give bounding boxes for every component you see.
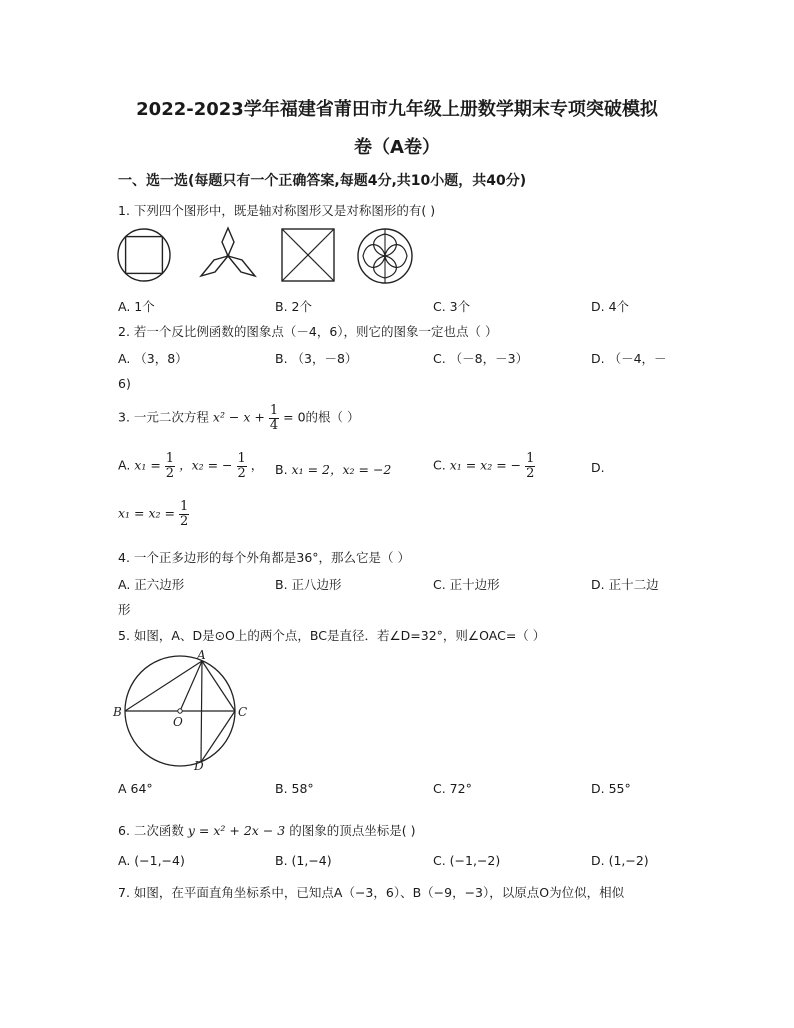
q3-option-a-frac1 — [165, 452, 175, 480]
q6-option-d: D. (1,−2) — [591, 853, 649, 868]
q6-stem — [118, 821, 415, 839]
q4-option-b: B. 正八边形 — [275, 577, 342, 592]
q5-option-c: C. 72° — [433, 781, 472, 796]
q3-option-a-frac2 — [237, 452, 247, 480]
q2-option-c: C. （－8，－3） — [433, 351, 529, 366]
q6-option-a: A. (−1,−4) — [118, 853, 185, 868]
q3-frac-den: 4 — [269, 417, 279, 433]
q5-option-b: B. 58° — [275, 781, 314, 796]
q5-label-b: B — [113, 705, 122, 719]
q3-option-c-label: C. — [433, 457, 446, 473]
q4-stem: 4. 一个正多边形的每个外角都是36°，那么它是（ ） — [118, 550, 411, 565]
q3-option-a-label: A. — [118, 457, 131, 473]
q3-option-d-den: 2 — [179, 513, 189, 529]
q3-option-d-text: x₁ = x₂ = — [118, 505, 175, 521]
q3-option-a-x2: ，x₂ = − — [179, 457, 233, 473]
q5-option-a: A 64° — [118, 781, 153, 796]
q3-option-d-num: 1 — [179, 499, 189, 514]
q5-option-d: D. 55° — [591, 781, 631, 796]
q3-option-c-den: 2 — [526, 465, 535, 481]
q5-figure-circle — [112, 648, 252, 772]
q5-label-a: A — [197, 648, 206, 662]
q3-option-a-den2: 2 — [237, 465, 246, 481]
q6-stem-suffix: 的图象的顶点坐标是( ) — [289, 823, 416, 838]
q6-stem-prefix: 6. 二次函数 — [118, 823, 184, 838]
q3-option-d-frac — [179, 500, 189, 528]
q3-option-c-frac — [525, 452, 535, 480]
paper-title-line2: 卷（A卷） — [354, 137, 440, 158]
q1-stem: 1. 下列四个图形中，既是轴对称图形又是对称图形的有( ) — [118, 203, 436, 218]
q6-stem-equation: y = x² + 2x − 3 — [187, 823, 286, 838]
q2-option-b: B. （3，－8） — [275, 351, 358, 366]
q3-option-b — [275, 460, 391, 478]
section-header: 一、选一选(每题只有一个正确答案,每题4分,共10小题，共40分) — [118, 173, 527, 189]
q3-stem-equation: x² − x + — [212, 409, 265, 425]
q4-option-d: D. 正十二边 — [591, 577, 659, 592]
q2-option-d: D. （－4，－ — [591, 351, 667, 366]
q3-option-a-x1: x₁ = — [134, 457, 161, 473]
q3-frac-num: 1 — [269, 403, 279, 418]
q6-option-c: C. (−1,−2) — [433, 853, 501, 868]
q3-option-c — [433, 452, 535, 480]
q3-stem-fraction — [269, 404, 279, 432]
q3-option-a-num2: 1 — [237, 451, 246, 466]
q5-label-c: C — [238, 705, 248, 719]
q4-option-a: A. 正六边形 — [118, 577, 185, 592]
q2-stem: 2. 若一个反比例函数的图象点（－4，6），则它的图象一定也点（ ） — [118, 324, 498, 339]
q1-figure-square-diagonals — [280, 227, 336, 283]
q1-figure-three-rhombi — [197, 226, 259, 282]
q3-option-d — [118, 500, 189, 528]
q1-option-c: C. 3个 — [433, 299, 471, 314]
q1-figure-circle-square — [116, 226, 172, 284]
q4-option-c: C. 正十边形 — [433, 577, 500, 592]
q3-option-a — [118, 452, 263, 480]
q3-stem-suffix: = 0的根（ ） — [283, 409, 360, 425]
q3-option-d-label: D. — [591, 460, 605, 475]
q2-option-d-wrap: 6) — [118, 376, 131, 391]
q1-option-b: B. 2个 — [275, 299, 312, 314]
q3-option-c-text: x₁ = x₂ = − — [449, 457, 522, 473]
q3-option-a-end: ， — [250, 457, 264, 473]
q3-option-a-num1: 1 — [165, 451, 175, 466]
q1-option-d: D. 4个 — [591, 299, 630, 314]
paper-title-line1: 2022-2023学年福建省莆田市九年级上册数学期末专项突破模拟 — [136, 99, 658, 120]
q3-option-b-text: x₁ = 2，x₂ = −2 — [291, 462, 392, 477]
q3-option-b-label: B. — [275, 462, 288, 477]
q1-option-a: A. 1个 — [118, 299, 155, 314]
q3-stem-prefix: 3. 一元二次方程 — [118, 409, 209, 425]
q5-label-d: D — [194, 759, 204, 772]
q1-figure-four-petals — [355, 226, 415, 286]
q3-option-a-den1: 2 — [165, 465, 175, 481]
q4-option-d-wrap: 形 — [118, 602, 131, 617]
q3-stem — [118, 404, 360, 432]
q3-option-c-num: 1 — [526, 451, 535, 466]
q5-stem: 5. 如图，A、D是⊙O上的两个点，BC是直径．若∠D=32°，则∠OAC=（ ） — [118, 628, 546, 643]
q2-option-a: A. （3，8） — [118, 351, 188, 366]
q7-stem: 7. 如图，在平面直角坐标系中，已知点A（−3，6）、B（−9，−3），以原点O为位似，相似 — [118, 885, 625, 900]
q5-label-o: O — [173, 715, 183, 729]
q6-option-b: B. (1,−4) — [275, 853, 332, 868]
